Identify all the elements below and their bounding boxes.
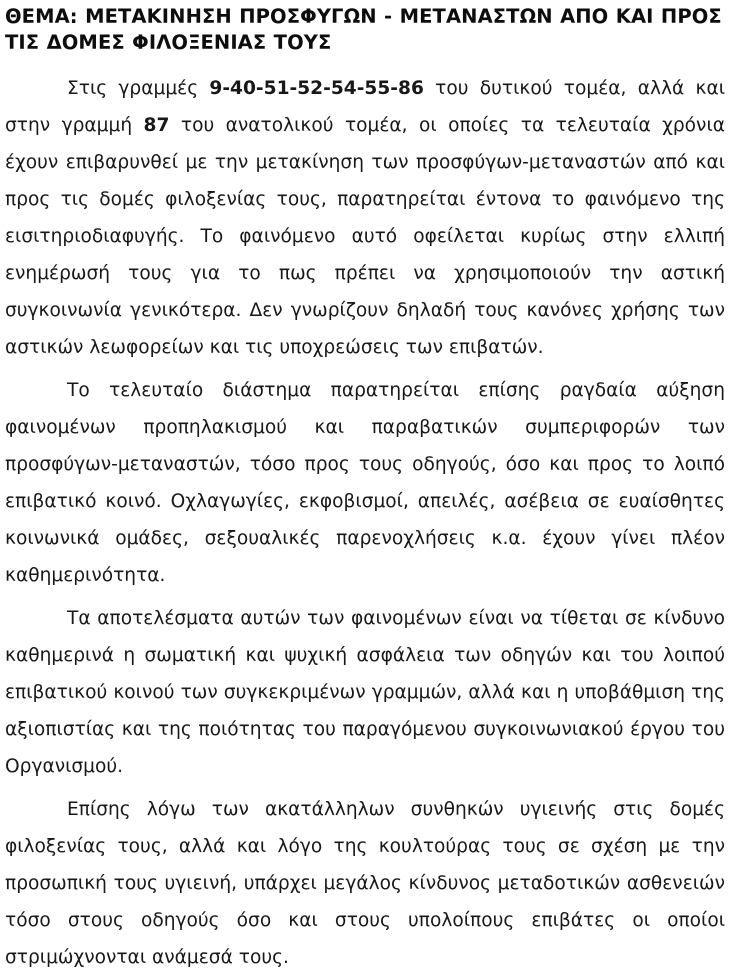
emphasis-run: 9-40-51-52-54-55-86 bbox=[209, 78, 424, 99]
paragraph-1 bbox=[5, 70, 725, 366]
paragraph-2 bbox=[5, 372, 725, 594]
document-body bbox=[5, 70, 725, 976]
text-run: του ανατολικού τομέα, οι οποίες τα τελευταία χρόνια έχουν επιβαρυνθεί με την μετακίνηση των προσφύγων-μεταναστών από και προς τις δομές φιλοξενίας τους, παρατηρείται έντονα το φαινόμενο της εισιτηριοδιαφυγής. Το φαινόμενο αυτό οφείλεται κυρίως στην ελλιπή ενημέρωσή τους για το πως πρέπει να χρησιμοποιούν την αστική συγκοινωνία γενικότερα. Δεν γνωρίζουν δηλαδή τους κανόνες χρήσης των αστικών λεωφορείων και τις υποχρεώσεις των επιβατών. bbox=[5, 115, 725, 358]
paragraph-4 bbox=[5, 791, 725, 976]
text-run: Τα αποτελέσματα αυτών των φαινομένων είναι να τίθεται σε κίνδυνο καθημερινά η σωματική και ψυχική ασφάλεια των οδηγών και του λοιπού επιβατικού κοινού των συγκεκριμένων γραμμών, αλλά και η υποβάθμιση της αξιοπιστίας και της ποιότητας του παραγόμενου συγκοινωνιακού έργου του Οργανισμού. bbox=[5, 608, 725, 777]
text-run: Στις γραμμές bbox=[67, 78, 210, 99]
emphasis-run: 87 bbox=[143, 115, 170, 136]
text-run: του δυτικού τομέα, αλλά και στην γραμμή bbox=[5, 78, 725, 136]
text-run: Επίσης λόγω των ακατάλληλων συνθηκών υγιεινής στις δομές φιλοξενίας τους, αλλά και λόγο της κουλτούρας τους σε σχέση με την προσωπική τους υγιεινή, υπάρχει μεγάλος κίνδυνος μεταδοτικών ασθενειών τόσο στους οδηγούς όσο και στους υπολοίπους επιβάτες οι οποίοι στριμώχνονται ανάμεσά τους. bbox=[5, 799, 725, 968]
page-title: ΘΕΜΑ: ΜΕΤΑΚΙΝΗΣΗ ΠΡΟΣΦΥΓΩΝ - ΜΕΤΑΝΑΣΤΩΝ ΑΠΟ ΚΑΙ ΠΡΟΣ ΤΙΣ ΔΟΜΕΣ ΦΙΛΟΞΕΝΙΑΣ ΤΟΥΣ bbox=[5, 5, 722, 54]
paragraph-3 bbox=[5, 600, 725, 785]
text-run: Το τελευταίο διάστημα παρατηρείται επίσης ραγδαία αύξηση φαινομένων προπηλακισμού και παραβατικών συμπεριφορών των προσφύγων-μεταναστών, τόσο προς τους οδηγούς, όσο και προς το λοιπό επιβατικό κοινό. Οχλαγωγίες, εκφοβισμοί, απειλές, ασέβεια σε ευαίσθητες κοινωνικά ομάδες, σεξουαλικές παρενοχλήσεις κ.α. έχουν γίνει πλέον καθημερινότητα. bbox=[5, 380, 725, 586]
